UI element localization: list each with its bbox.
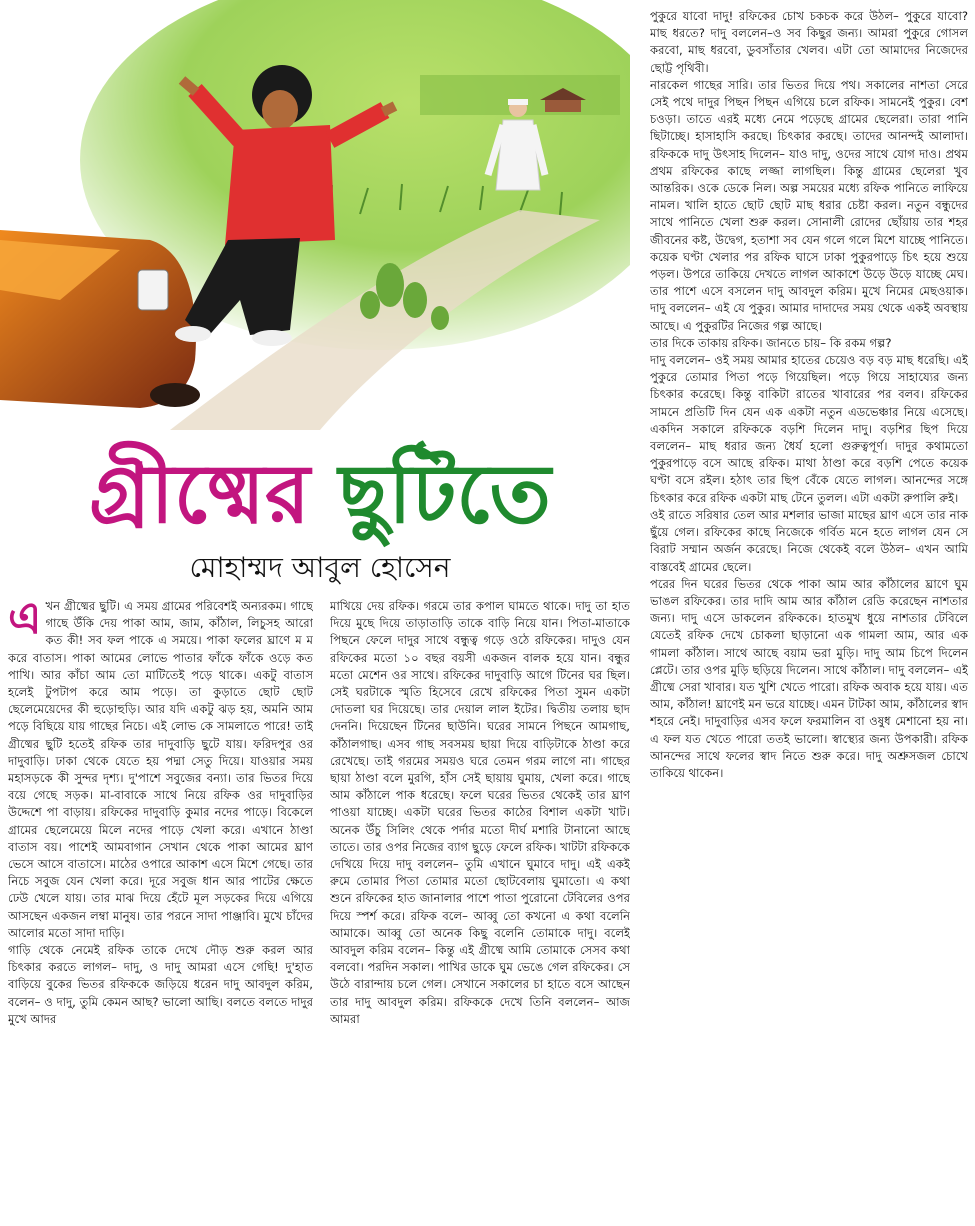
paragraph — [8, 598, 313, 942]
paragraph: ওই রাতে সরিষার তেল আর মশলার ভাজা মাছের ঘ্রাণ এসে তার নাক ছুঁয়ে গেল। রফিকের কাছে নিজেকে গর্বিত মনে হতে লাগল যেন সে বিরাট সম্মান অর্জন করেছে। নিজে থেকেই বলে উঠল– এখন আমি বাস্তবেই গ্রামের ছেলে। — [650, 507, 968, 574]
paragraph: তার দিকে তাকায় রফিক। জানতে চায়– কি রকম গল্প? — [650, 335, 892, 350]
title-part-green: ছুটিতে — [338, 447, 551, 542]
article-column-3 — [650, 8, 968, 1218]
car-figure — [0, 230, 200, 408]
paragraph: দাদু বললেন– ওই সময় আমার হাতের চেয়েও বড় বড় মাছ ধরেছি। এই পুকুরে তোমার পিতা পড়ে গিয়েছিল। পড়ে গিয়ে সাহায্যের জন্য চিৎকার করেছে। কিন্তু বাকিটা রাতের খাবারের পর বলব। রফিকের সামনে প্রতিটি দিন যেন এক একটা নতুন এডভেঞ্চার নিয়ে এসেছে। একদিন সকালে রফিককে বড়শি দিলেন দাদু। বড়শির ছিপ দিয়ে বললেন– মাছ ধরার জন্য ধৈর্য হলো গুরুত্বপূর্ণ। দাদুর কথামতো পুকুরপাড়ে বসে আছে রফিক। মাথা ঠাণ্ডা করে বড়শি পেতে কয়েক ঘণ্টা বসে রইল। হঠাৎ তার ছিপ বেঁকে যেতে লাগল। আনন্দের সঙ্গে চিৎকার করে রফিক একটা মাছ টেনে তুলল। এটা একটা রুপালি রুই। — [650, 353, 968, 505]
drop-cap: এ — [8, 598, 42, 644]
title-part-magenta: গ্রীষ্মের — [89, 447, 311, 542]
article-title — [0, 440, 640, 550]
article-column-2 — [330, 598, 630, 1218]
author-name: মোহাম্মদ আবুল হোসেন — [189, 551, 451, 584]
story-illustration — [0, 0, 630, 430]
paragraph: গাড়ি থেকে নেমেই রফিক তাকে দেখে দৌড় শুরু করল আর চিৎকার করতে লাগল– দাদু, ও দাদু আমরা এসে গেছি! দু'হাত বাড়িয়ে বুকের ভিতর রফিককে জড়িয়ে ধরেন দাদু আবদুল করিম, বলেন– ও দাদু, তুমি কেমন আছ? ভালো আছি। বলতে বলতে দাদুর মুখে আদর — [8, 943, 313, 1026]
paragraph-text: খন গ্রীষ্মের ছুটি। এ সময় গ্রামের পরিবেশই অন্যরকম। গাছে গাছে উঁকি দেয় পাকা আম, জাম, কাঁঠাল, লিচুসহ আরো কত কী! সব ফল পাকে এ সময়ে। পাকা ফলের ঘ্রাণে ম ম করে বাতাস। পাকা আমের লোভে পাতার ফাঁকে ফাঁকে ওড়ে কত পাখি। আর কাঁচা আম তো মাটিতেই পড়ে থাকে। একটু বাতাস হলেই টুপটাপ করে আম পড়ে। তা কুড়াতে ছোট ছোট ছেলেমেয়েদের কী হুড়োহুড়ি। আর যদি একটু ঝড় হয়, অমনি আম পড়ে বিছিয়ে যায় গাছের নিচে। এই লোভ কে সামলাতে পারে! তাই গ্রীষ্মের ছুটি হতেই রফিক তার দাদুবাড়ি ছুটে যায়। ফরিদপুর ওর দাদুবাড়ি। ঢাকা থেকে যেতে হয় পদ্মা সেতু দিয়ে। যাওয়ার সময় মহাসড়কে কী সুন্দর দৃশ্য। দু'পাশে সবুজের বন্যা। তার ভিতর দিয়ে বয়ে গেছে সড়ক। মা-বাবাকে সাথে নিয়ে রফিক ওর দাদুবাড়ির উদ্দেশে পা বাড়ায়। রফিকের দাদুবাড়ি কুমার নদের পাড়ে। বিকেলে গ্রামের ছেলেমেয়ে মিলে নদের পাড়ে খেলা করে। এখানে ঠাণ্ডা বাতাস বয়। পাশেই আমবাগান সেখান থেকে পাকা আমের ঘ্রাণ ভেসে আসে বাতাসে। মাঠের ওপারে আকাশ এসে মিশে গেছে। তার নিচে সবুজ যেন খেলা করে। দূরে সবুজ ধান আর পাটের ক্ষেতে ঢেউ খেলে যায়। তার মাঝ দিয়ে হেঁটে মূল সড়কের দিয়ে এগিয়ে আসছেন একজন লম্বা মানুষ। তার পরনে সাদা পাঞ্জাবি। মুখে চাঁদের আলোর মতো সাদা দাড়ি। — [8, 599, 313, 940]
paragraph: মাখিয়ে দেয় রফিক। গরমে তার কপাল ঘামতে থাকে। দাদু তা হাত দিয়ে মুছে দিয়ে তাড়াতাড়ি তাকে বাড়ি নিয়ে যান। পিতা-মাতাকে পিছনে ফেলে দাদুর সাথে বন্ধুত্ব গড়ে ওঠে রফিকের। দাদুও যেন রফিকের মতো ১০ বছর বয়সী একজন বালক হয়ে যান। বন্ধুর মতো মেশেন ওর সাথে। রফিকের দাদুবাড়ি আগে টিনের ঘর ছিল। সেই ঘরটাকে স্মৃতি হিসেবে রেখে রফিকের পিতা সুমন একটা দোতলা ঘর দিয়েছে। তার দেয়াল লাল ইটের। দ্বিতীয় তলায় ছাদ দেননি। দিয়েছেন টিনের ছাউনি। ঘরের সামনে পিছনে আমগাছ, কাঁঠালগাছ। এসব গাছ সবসময় ছায়া দিয়ে বাড়িটাকে ঠাণ্ডা করে রেখেছে। তাই গরমের সময়ও ঘরে তেমন গরম লাগে না। গাছের ছায়া ঠাণ্ডা বলে মুরগি, হাঁস সেই ছায়ায় ঘুমায়, খেলা করে। গাছে আম কাঁঠালে পাক ধরেছে। ফলে ঘরের ভিতর থেকেই তার ঘ্রাণ পাওয়া যাচ্ছে। একটা ঘরের ভিতর কাঠের বিশাল একটা খাট। অনেক উঁচু সিলিং থেকে পর্দার মতো দীর্ঘ মশারি টানানো আছে তাতে। তার ওপর নিজের ব্যাগ ছুড়ে ফেলে রফিক। খাটটা রফিককে দেখিয়ে দিয়ে দাদু বললেন– তুমি এখানে ঘুমাবে দাদু। এই একই রুমে তোমার পিতা তোমার মতো ছোটবেলায় ঘুমাতো। এ কথা শুনে রফিকের হাত জানালার পাশে পাতা পুরোনো টেবিলের ওপর দিয়ে স্পর্শ করে। রফিক বলে– আব্বু তো কখনো এ কথা বলেনি আমাকে। আব্বু তো অনেক কিছু বলেনি তোমাকে দাদু। বলেই আবদুল করিম বলেন– কিন্তু এই গ্রীষ্মে আমি তোমাকে সেসব কথা বলবো। পরদিন সকাল। পাখির ডাকে ঘুম ভেঙে গেল রফিকের। সে উঠে বারান্দায় চলে গেল। সেখানে সকালের চা হাতে বসে আছেন তার দাদু আবদুল করিম। রফিককে দেখে তিনি বললেন– আজ আমরা — [330, 599, 630, 1026]
paragraph: নারকেল গাছের সারি। তার ভিতর দিয়ে পথ। সকালের নাশতা সেরে সেই পথে দাদুর পিছন পিছন এগিয়ে চলে রফিক। সামনেই পুকুর। বেশ চওড়া। তাতে এরই মধ্যে নেমে পড়েছে গ্রামের ছেলেরা। তারা পানি ছিটাচ্ছে। হাসাহাসি করছে। চিৎকার করছে। তাদের আনন্দই আলাদা। রফিককে দাদু উৎসাহ দিলেন– যাও দাদু, ওদের সাথে যোগ দাও। প্রথম প্রথম রফিকের কাছে লজ্জা লাগছিল। কিন্তু গ্রামের ছেলেরা খুব আন্তরিক। ওকে ডেকে নিল। অল্প সময়ের মধ্যে রফিক পানিতে লাফিয়ে নামল। খালি হাতে ছোট ছোট মাছ ধরার চেষ্টা করল। নতুন বন্ধুদের সাথে পানিতে খেলা শুরু করল। সোনালী রোদের ছোঁয়ায় তার শহর জীবনের কষ্ট, উদ্বেগ, হতাশা সব যেন গলে গলে মিশে যাচ্ছে পানিতে। কয়েক ঘণ্টা খেলার পর রফিক ঘাসে ঢাকা পুকুরপাড়ে চিৎ হয়ে শুয়ে পড়ল। উপরে তাকিয়ে দেখতে লাগল আকাশে উড়ে উড়ে যাচ্ছে মেঘ। তার পাশে এসে বসলেন দাদু আবদুল করিম। মুখে নিমের মেছওয়াক। দাদু বললেন– এই যে পুকুর। আমার দাদাদের সময় থেকে একই অবস্থায় আছে। এ পুকুরটির নিজের গল্প আছে। — [650, 77, 968, 333]
paragraph: পুকুরে যাবো দাদু! রফিকের চোখ চকচক করে উঠল– পুকুরে যাবো? মাছ ধরতে? দাদু বললেন–ও সব কিছুর জন্য। আমরা পুকুরে গোসল করবো, মাছ ধরবো, ডুবসাঁতার খেলব। এটা তো আমাদের নিজেদের ছোট্ট পৃথিবী। — [650, 9, 968, 75]
illustration-drawing — [0, 0, 630, 430]
article-column-1 — [8, 598, 313, 1218]
paragraph: পরের দিন ঘরের ভিতর থেকে পাকা আম আর কাঁঠালের ঘ্রাণে ঘুম ভাঙল রফিকের। তার দাদি আম আর কাঁঠাল রেডি করেছেন নাশতার জন্য। দাদু এসে ডাকলেন রফিককে। হাতমুখ ধুয়ে নাশতার টেবিলে যেতেই রফিক দেখে চোকলা ছাড়ানো এক গামলা আম, আর এক গামলা কাঁঠাল। সাথে আছে বয়াম ভরা মুড়ি। দাদু আম চিপে দিলেন প্লেটে। তার ওপর মুড়ি ছড়িয়ে দিলেন। সাথে কাঁঠাল। দাদু বললেন– এই গ্রীষ্মে সেরা খাবার। যত খুশি খেতে পারো। রফিক অবাক হয়ে যায়। এত আম, কাঁঠাল! ঘ্রাণেই মন ভরে যাচ্ছে। এমন টাটকা আম, কাঁঠালের স্বাদ শহরে নেই। দাদুবাড়ির এসব ফলে ফরমালিন বা ওষুধ মেশানো হয় না। এ ফল যত খেতে পারো ততই ভালো। স্বাস্থ্যের জন্য উপকারী। রফিক আনন্দের সাথে ফলের স্বাদ নিতে শুরু করে। দাদু অশ্রুসজল চোখে তাকিয়ে থাকেন। — [650, 576, 968, 780]
